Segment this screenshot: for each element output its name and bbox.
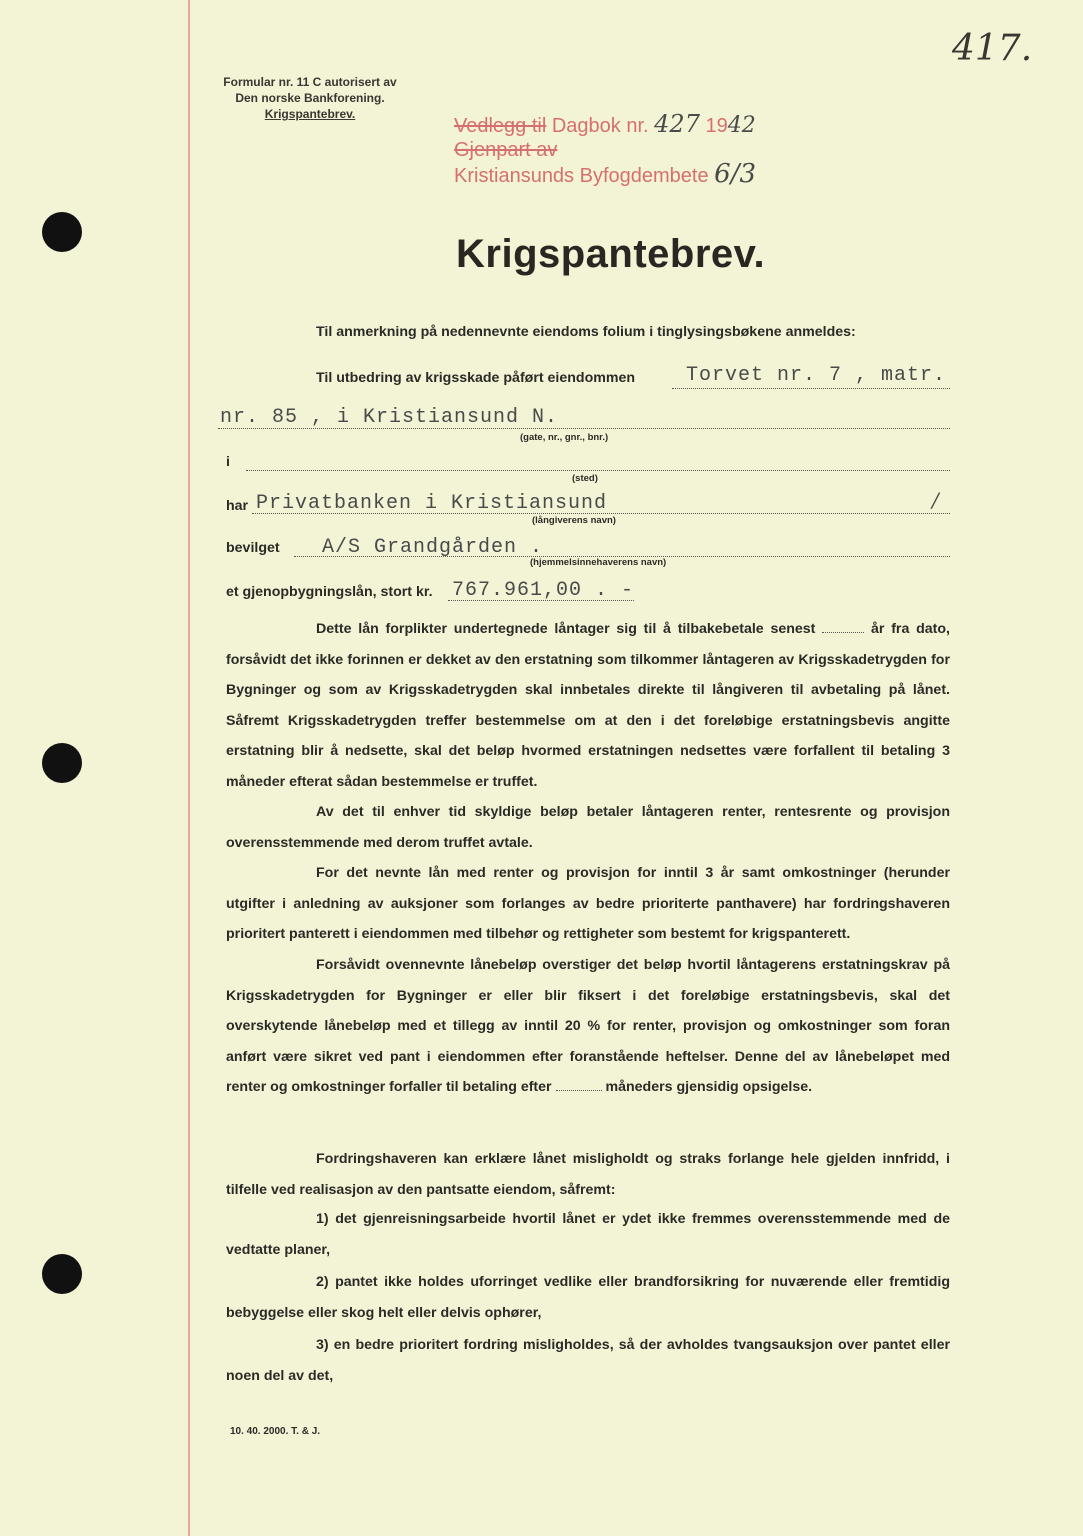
- document-title: Krigspantebrev.: [456, 232, 766, 276]
- paragraph-repayment-rest: år fra dato, forsåvidt det ikke forinnen er dekket av den erstatning som tilkommer låntageren av Krigsskadetrygden for Bygninger og som av Krigsskadetrygden skal innbetales direkte til långiveren til avbetaling på lånet. Såfremt Krigsskadetrygden treffer bestemmelse om at den i det foreløbige erstatningsbevis angitte erstatning blir å nedsette, skal det beløp hvormed erstatningen nedsettes være forfallent til betaling 3 måneder efterat sådan bestemmelse er truffet.: [226, 621, 951, 790]
- stamp-year-prefix: 19: [705, 115, 728, 137]
- paragraph-repayment: [226, 614, 950, 798]
- condition-item: 3) en bedre prioritert fordring misligholdes, så der avholdes tvangsauksjon over pantet eller noen del av det,: [226, 1336, 950, 1385]
- condition-item: 1) det gjenreisningsarbeide hvortil lånet er ydet ikke fremmes overensstemmende med de vedtatte planer,: [226, 1211, 950, 1259]
- lender-hint: (långiverens navn): [532, 515, 616, 526]
- blank-months: [556, 1090, 602, 1091]
- amount-value: 767.961,00 . -: [452, 579, 635, 602]
- paragraph-excess: [226, 950, 950, 1103]
- punch-hole: [42, 1254, 82, 1294]
- registry-stamp: [454, 112, 756, 188]
- lender-value: Privatbanken i Kristiansund: [256, 492, 608, 515]
- stamp-dagbok-label: Dagbok nr.: [551, 115, 649, 137]
- stamp-gjenpart: Gjenpart av: [454, 139, 558, 161]
- lender-label: har: [226, 498, 249, 514]
- borrower-value: A/S Grandgården .: [322, 536, 544, 559]
- place-hint: (sted): [572, 473, 598, 484]
- place-prefix: i: [226, 454, 230, 470]
- property-hint: (gate, nr., gnr., bnr.): [520, 432, 609, 443]
- punch-hole: [42, 743, 82, 783]
- paragraph-lien: For det nevnte lån med renter og provisjon for inntil 3 år samt omkostninger (herunder utgifter i anledning av auksjoner som forlanges av bedre prioriterte panthavere) har fordringshaveren prioritert panterett i eiendommen med tilbehør og rettigheter som bestemt for krigspanterett.: [226, 865, 950, 943]
- blank-years: [822, 632, 864, 633]
- condition-item: 2) pantet ikke holdes uforringet vedlike eller brandforsikring for nuværende eller fremtidig bebyggelse eller skog helt eller delvis ophører,: [226, 1273, 950, 1322]
- page-number: 417.: [952, 28, 1033, 69]
- property-value-1: Torvet nr. 7 , matr.: [686, 364, 947, 387]
- paragraph-interest: Av det til enhver tid skyldige beløp betaler låntageren renter, rentesrente og provisjon overensstemmende med derom truffet avtale.: [226, 804, 950, 851]
- stamp-vedlegg: Vedlegg til: [454, 115, 547, 137]
- stamp-dagbok-nr: 427: [654, 110, 700, 138]
- margin-line: [188, 0, 190, 1536]
- form-header-line3: Krigspantebrev.: [264, 107, 356, 121]
- borrower-hint: (hjemmelsinnehaverens navn): [530, 557, 667, 568]
- conditions-list: [226, 1204, 950, 1392]
- paragraph-default: Fordringshaveren kan erklære lånet misligholdt og straks forlange hele gjelden innfridd, i tilfelle ved realisasjon av den pantsatte eiendom, såfremt:: [226, 1151, 950, 1198]
- place-line: [246, 470, 950, 471]
- form-header-line1: Formular nr. 11 C autorisert av: [223, 75, 397, 89]
- pen-mark: /: [932, 488, 939, 512]
- intro-text: Til anmerkning på nedennevnte eiendoms folium i tinglysingsbøkene anmeldes:: [316, 324, 856, 340]
- property-value-2: nr. 85 , i Kristiansund N.: [220, 406, 559, 429]
- form-header: [200, 74, 420, 122]
- stamp-date: 6/3: [714, 159, 756, 189]
- property-label: Til utbedring av krigsskade påført eiendommen: [316, 370, 636, 386]
- punch-hole: [42, 212, 82, 252]
- property-line-1: [672, 388, 950, 389]
- amount-label: et gjenopbygningslån, stort kr.: [226, 584, 433, 600]
- stamp-year-suffix: 42: [727, 113, 756, 138]
- form-header-line2: Den norske Bankforening.: [235, 91, 385, 105]
- paragraph-repayment-start: Dette lån forplikter undertegnede låntager sig til å tilbakebetale senest: [316, 621, 816, 637]
- paragraph-excess-end: måneders gjensidig opsigelse.: [605, 1079, 813, 1096]
- borrower-label: bevilget: [226, 540, 280, 556]
- paragraph-excess-start: Forsåvidt ovennevnte lånebeløp overstiger det beløp hvortil låntagerens erstatningskrav på Krigsskadetrygden for Bygninger er eller blir fiksert i det foreløbige erstatningsbevis, skal det overskytende lånebeløp med et tillegg av inntil 20 % for renter, provisjon og omkostninger som foran anført være sikret ved pant i eiendommen efter foranstående heftelser. Denne del av lånebeløpet med renter og omkostninger forfaller til betaling efter: [226, 957, 950, 1096]
- print-footer: 10. 40. 2000. T. & J.: [230, 1426, 321, 1437]
- stamp-office: Kristiansunds Byfogdembete: [454, 165, 709, 187]
